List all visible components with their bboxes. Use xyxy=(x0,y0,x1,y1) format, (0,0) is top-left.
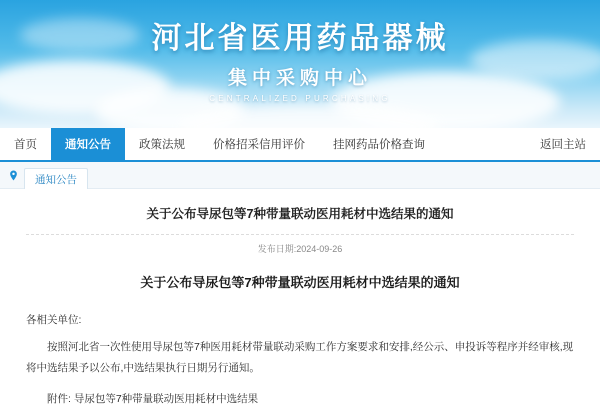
site-banner xyxy=(0,0,600,128)
nav-item-return-main-site[interactable]: 返回主站 xyxy=(540,139,586,151)
publish-date: 发布日期:2024-09-26 xyxy=(257,243,343,254)
site-subtitle: 集中采购中心 xyxy=(227,68,372,89)
location-icon xyxy=(8,170,19,181)
article-headline: 关于公布导尿包等7种带量联动医用耗材中选结果的通知 xyxy=(26,203,574,235)
site-title: 河北省医用药品器械 xyxy=(151,22,449,55)
article-container xyxy=(0,189,600,410)
main-navigation xyxy=(0,128,600,162)
article-salutation: 各相关单位: xyxy=(26,313,82,326)
nav-item-policies[interactable]: 政策法规 xyxy=(139,139,185,151)
nav-spacer xyxy=(439,128,526,160)
breadcrumb-current[interactable]: 通知公告 xyxy=(24,168,88,189)
nav-item-credit-evaluation[interactable]: 价格招采信用评价 xyxy=(213,139,305,151)
breadcrumb xyxy=(0,162,600,189)
article-body-title: 关于公布导尿包等7种带量联动医用耗材中选结果的通知 xyxy=(140,274,460,290)
nav-item-notices[interactable]: 通知公告 xyxy=(51,128,125,160)
article-attachment: 附件: 导尿包等7种带量联动医用耗材中选结果 xyxy=(47,392,259,405)
article-paragraph-1: 按照河北省一次性使用导尿包等7种医用耗材带量联动采购工作方案要求和安排,经公示、申投诉等程序并经审核,现将中选结果予以公布,中选结果执行日期另行通知。 xyxy=(26,340,574,374)
nav-item-drug-price-query[interactable]: 挂网药品价格查询 xyxy=(333,139,425,151)
site-title-english: CENTRALIZED PURCHASING xyxy=(209,94,391,103)
nav-item-home[interactable]: 首页 xyxy=(14,139,37,151)
